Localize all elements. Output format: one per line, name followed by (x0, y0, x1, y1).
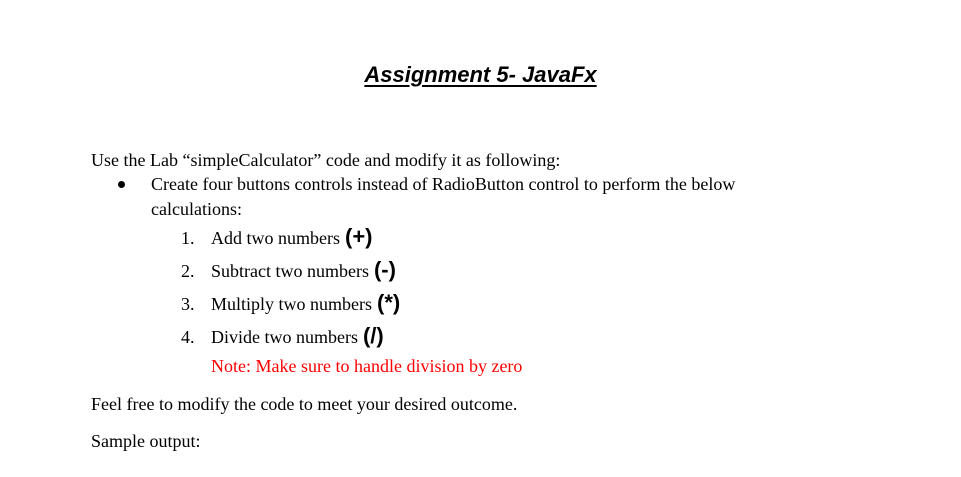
closing-paragraph: Feel free to modify the code to meet your desired outcome. (91, 394, 518, 414)
list-text: Divide two numbers (211, 327, 358, 347)
list-number: 1. (181, 228, 195, 248)
division-note: Note: Make sure to handle division by zero (211, 356, 523, 376)
operator-symbol: (+) (345, 224, 373, 249)
list-item-subtract (181, 257, 396, 287)
list-item-add (181, 224, 373, 254)
document-title: Assignment 5- JavaFx (364, 62, 597, 87)
operator-symbol: (*) (377, 290, 401, 315)
sample-output-label: Sample output: (91, 431, 201, 451)
bullet-text: Create four buttons controls instead of RadioButton control to perform the below calculations: (151, 174, 736, 219)
list-item-divide (181, 323, 384, 353)
list-number: 3. (181, 294, 195, 314)
list-number: 4. (181, 327, 195, 347)
operator-symbol: (/) (362, 323, 384, 348)
list-text: Multiply two numbers (211, 294, 372, 314)
bullet-icon (118, 181, 125, 188)
intro-paragraph: Use the Lab “simpleCalculator” code and modify it as following: (91, 150, 561, 170)
operator-symbol: (-) (373, 257, 396, 282)
list-number: 2. (181, 261, 195, 281)
list-item-multiply (181, 290, 400, 320)
list-text: Add two numbers (211, 228, 340, 248)
list-text: Subtract two numbers (211, 261, 369, 281)
